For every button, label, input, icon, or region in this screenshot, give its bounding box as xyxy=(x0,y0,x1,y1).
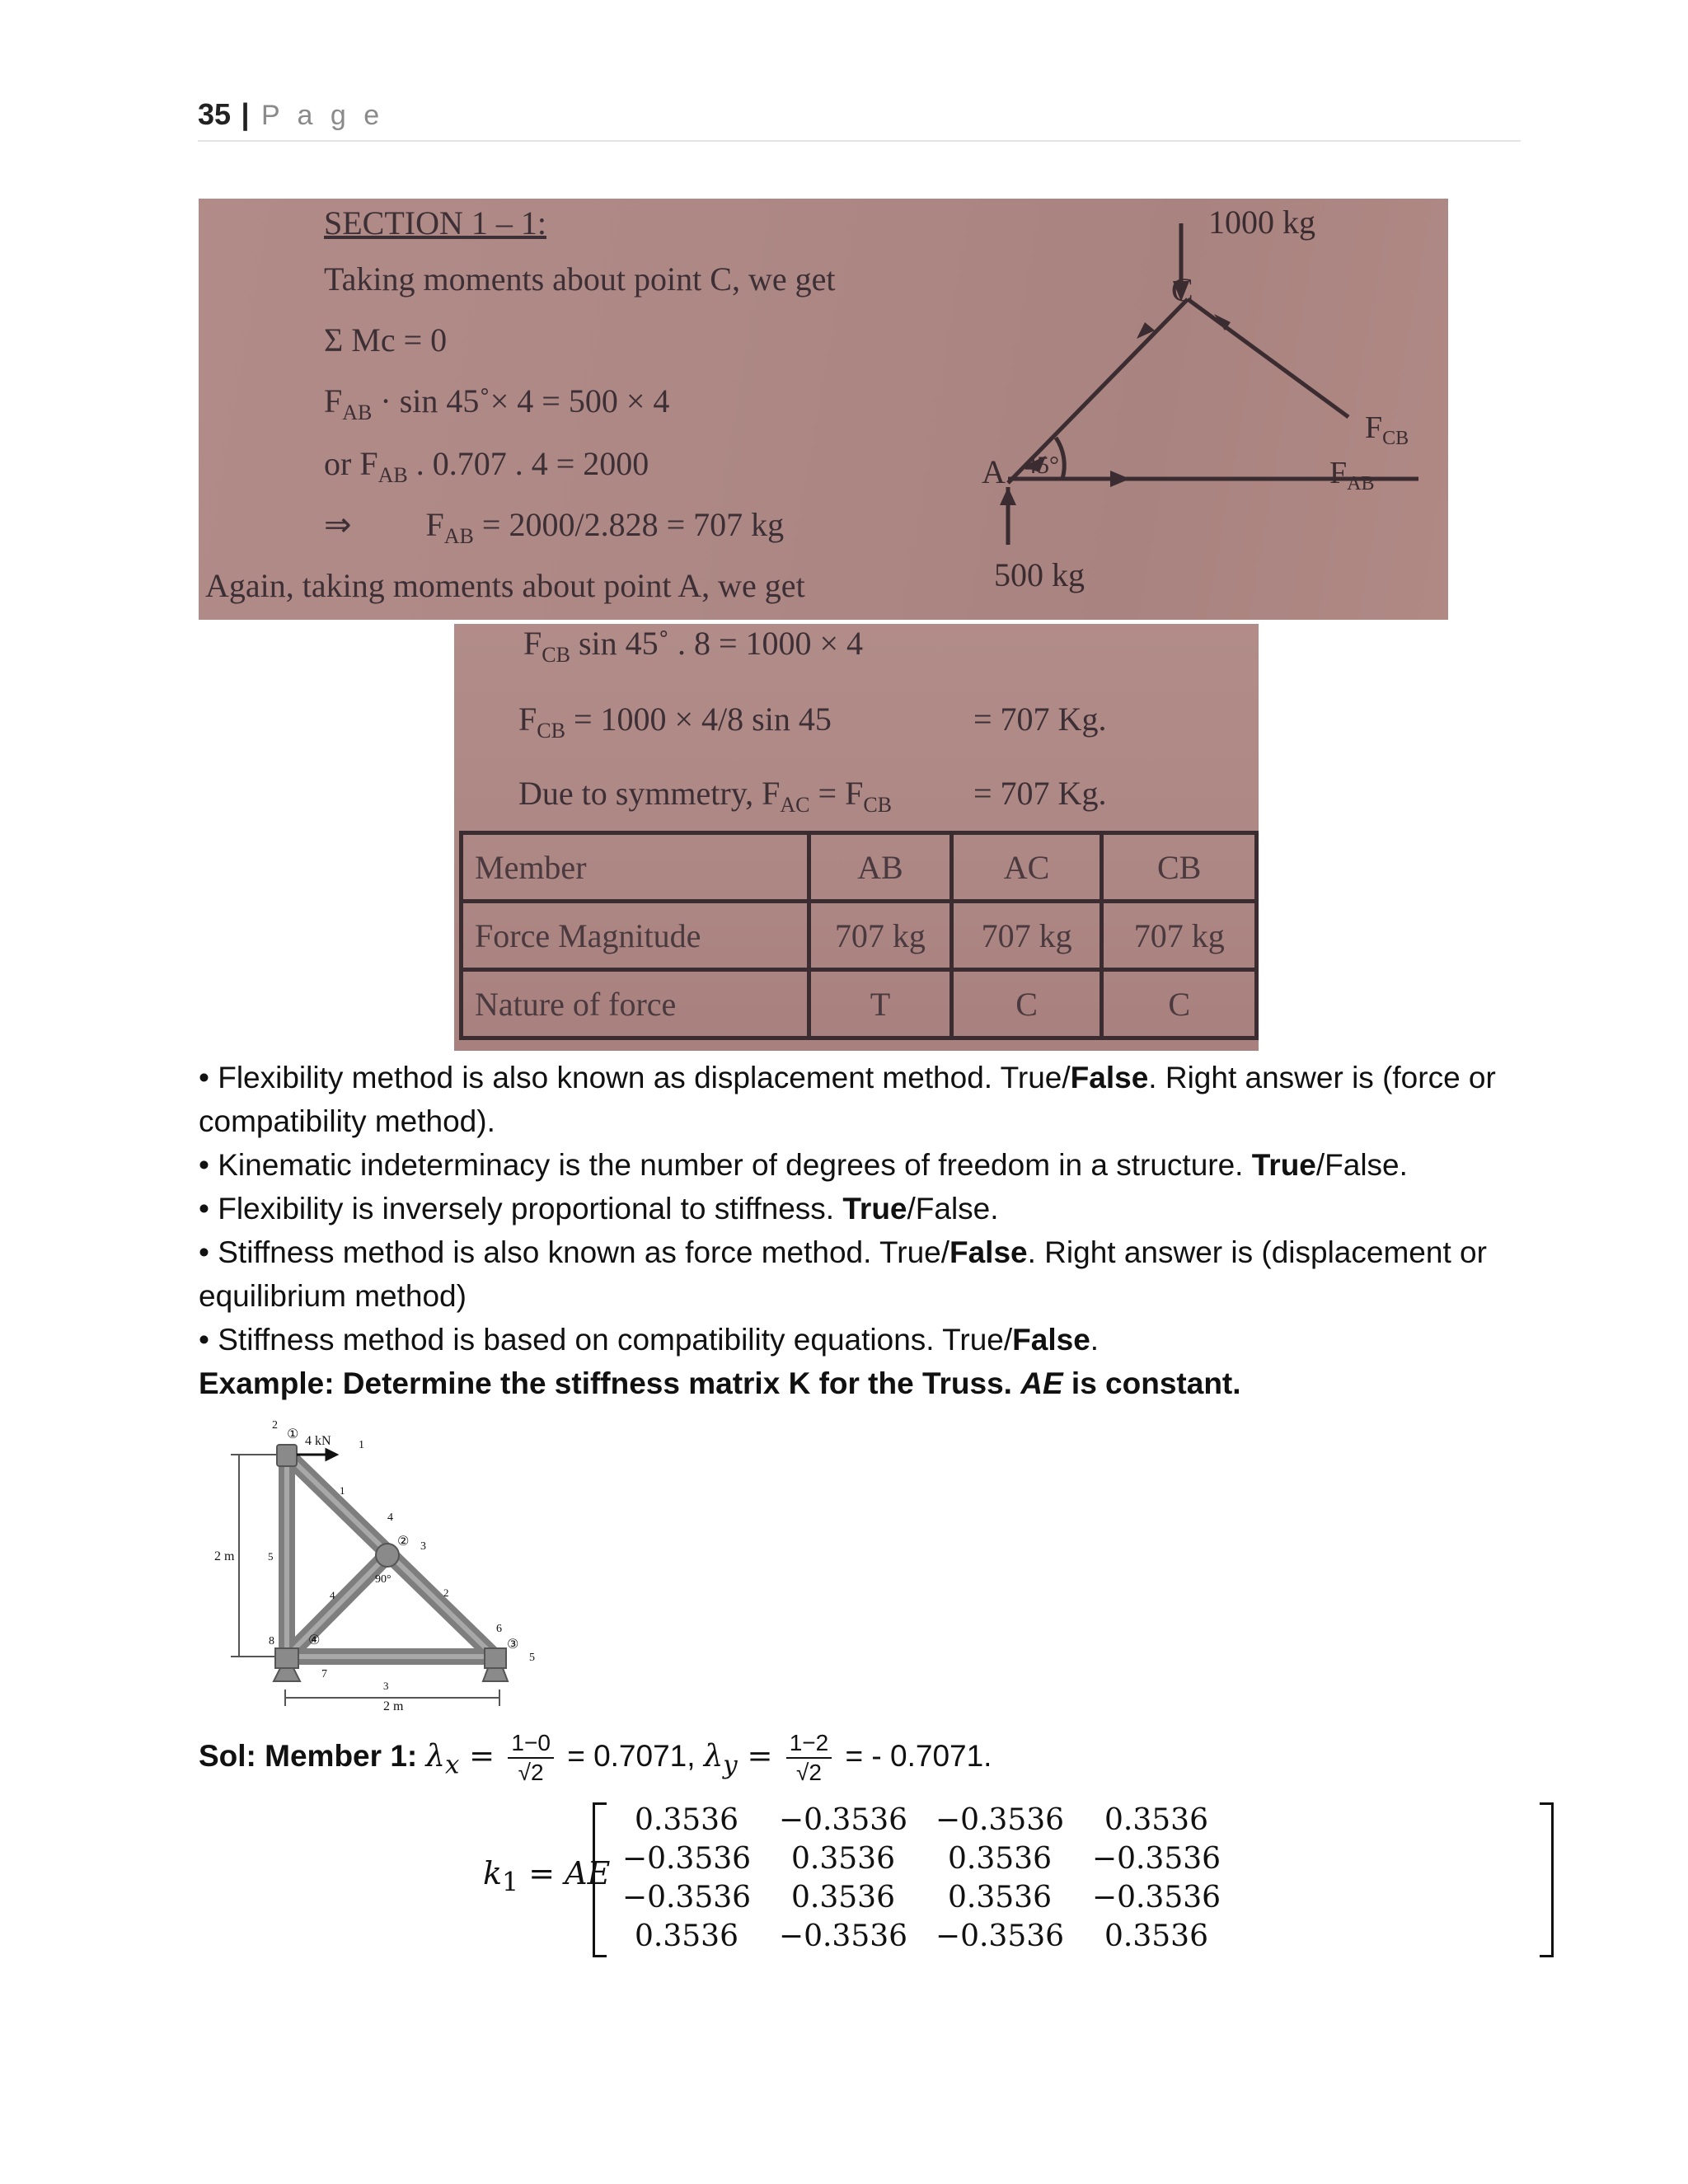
dim-horizontal-label: 2 m xyxy=(383,1699,404,1713)
page-word: P a g e xyxy=(261,100,385,131)
dof-label: 3 xyxy=(420,1540,426,1553)
table-header: CB xyxy=(1102,833,1257,902)
table-cell: Force Magnitude xyxy=(462,902,809,970)
bullet-list xyxy=(199,1056,1517,1405)
solution-line: Sol: Member 1: $\lambda_x$ = $\frac{1-0}{√2}$ = 0.7071, $\lambda_y$ = $\frac{1-2}{√2}$ = - 0.7071. xyxy=(199,1730,992,1785)
right-bracket xyxy=(1540,1802,1554,1957)
node-label: ② xyxy=(397,1533,410,1549)
f-cb-label: $F_{CB}$ xyxy=(1365,410,1409,449)
table-cell: 707 kg xyxy=(1102,902,1257,970)
matrix-cell: 0.3536 xyxy=(791,1881,895,1915)
angle-label: 90° xyxy=(375,1573,392,1586)
example-heading: Example: Determine the stiffness matrix K for the Truss. AE is constant. xyxy=(199,1366,1241,1400)
node-label: ④ xyxy=(308,1632,321,1647)
equation-result: = 707 Kg. xyxy=(973,701,1107,738)
list-item: • Stiffness method is also known as force method. True/False. Right answer is (displacement or equilibrium method) xyxy=(199,1235,1487,1313)
list-item: • Stiffness method is based on compatibility equations. True/False. xyxy=(199,1323,1100,1357)
matrix-cell: −0.3536 xyxy=(621,1842,752,1876)
page-number: 35 xyxy=(198,97,232,131)
left-bracket xyxy=(593,1802,607,1957)
equation-result: = 707 Kg. xyxy=(973,775,1107,812)
fraction: $\frac{1-2}{√2}$ xyxy=(786,1729,832,1787)
matrix-cell: −0.3536 xyxy=(778,1919,908,1953)
matrix-cell: 0.3536 xyxy=(1104,1803,1208,1837)
dof-label: 2 xyxy=(272,1419,278,1432)
load-bottom-label: 500 kg xyxy=(994,556,1085,593)
table-row xyxy=(462,902,1257,970)
lambda-x: $\lambda_x$ = xyxy=(425,1737,495,1780)
equation-line: or $F_{AB}$ . 0.707 . 4 = 2000 xyxy=(324,445,649,487)
dof-label: 1 xyxy=(359,1439,364,1451)
table-header: AB xyxy=(809,833,952,902)
table-cell: C xyxy=(951,970,1102,1038)
table-header: Member xyxy=(462,833,809,902)
f-ab-label: $F_{AB}$ xyxy=(1329,456,1375,494)
member-label: 2 xyxy=(443,1586,449,1599)
equation-line: $F_{AB} \cdot \sin$ 45˚× 4 = 500 × 4 xyxy=(324,382,670,424)
member-label: 1 xyxy=(340,1484,345,1497)
matrix-cell: 0.3536 xyxy=(948,1842,1052,1876)
list-item: • Flexibility method is also known as displacement method. True/False. Right answer is (force or compatibility method). xyxy=(199,1061,1496,1138)
matrix-cell: 0.3536 xyxy=(791,1842,895,1876)
dof-label: 8 xyxy=(269,1635,274,1647)
matrix-cell: 0.3536 xyxy=(1104,1919,1208,1953)
table-cell: T xyxy=(809,970,952,1038)
node-a-label: A xyxy=(982,453,1006,490)
node-c-label: C xyxy=(1171,271,1193,308)
page-header xyxy=(198,97,1521,142)
table-header-row xyxy=(462,833,1257,902)
matrix-cell: 0.3536 xyxy=(948,1881,1052,1915)
matrix-cell: 0.3536 xyxy=(635,1803,738,1837)
equation-line: ⇒ $F_{AB} = 2000/2.828 = 707$ kg xyxy=(324,506,785,548)
force-diagram xyxy=(940,199,1448,620)
matrix-grid xyxy=(608,1801,1235,1956)
text-line: Σ Mc = 0 xyxy=(324,321,448,359)
member-label: 3 xyxy=(383,1680,389,1692)
matrix-cell: −0.3536 xyxy=(935,1919,1065,1953)
dof-label: 4 xyxy=(387,1511,393,1524)
text-line: Again, taking moments about point A, we get xyxy=(205,567,805,604)
load-top-label: 1000 kg xyxy=(1208,204,1315,241)
matrix-cell: 0.3536 xyxy=(635,1919,738,1953)
dim-vertical-label: 2 m xyxy=(214,1549,235,1563)
photo-section-1-1 xyxy=(199,199,1448,620)
matrix-cell: −0.3536 xyxy=(1091,1842,1221,1876)
matrix-cell: −0.3536 xyxy=(621,1881,752,1915)
truss-figure xyxy=(214,1413,544,1722)
table-cell: 707 kg xyxy=(951,902,1102,970)
node-label: ① xyxy=(287,1426,299,1441)
matrix-cell: −0.3536 xyxy=(1091,1881,1221,1915)
load-label: 4 kN xyxy=(305,1434,331,1448)
text-line: Taking moments about point C, we get xyxy=(324,260,836,298)
equation-line: $F_{CB} = 1000 \times 4/8$ sin 45 xyxy=(518,701,832,743)
list-item: • Kinematic indeterminacy is the number of degrees of freedom in a structure. True/False. xyxy=(199,1148,1408,1182)
lambda-y: $\lambda_y$ = xyxy=(703,1737,773,1780)
solution-label: Sol: Member 1 xyxy=(199,1738,407,1773)
table-header: AC xyxy=(951,833,1102,902)
equation-line: Due to symmetry, $F_{AC} = F_{CB}$ xyxy=(518,775,893,817)
section-title: SECTION 1 – 1: xyxy=(324,204,546,241)
table-cell: 707 kg xyxy=(809,902,952,970)
dof-label: 6 xyxy=(496,1623,502,1635)
table-row xyxy=(462,970,1257,1038)
node-label: ③ xyxy=(507,1636,519,1652)
equation-line: $F_{CB}$ sin 45˚ . 8 = 1000 × 4 xyxy=(523,625,864,667)
list-item: • Flexibility is inversely proportional to stiffness. True/False. xyxy=(199,1192,999,1226)
table-cell: C xyxy=(1102,970,1257,1038)
matrix-cell: −0.3536 xyxy=(778,1803,908,1837)
photo-continuation xyxy=(454,624,1259,1051)
value-text: = 0.7071, xyxy=(567,1738,696,1773)
matrix-cell: −0.3536 xyxy=(935,1803,1065,1837)
member-label: 5 xyxy=(268,1550,274,1563)
member-label: 4 xyxy=(330,1589,335,1601)
angle-label: 45° xyxy=(1025,452,1059,479)
dof-label: 7 xyxy=(321,1668,327,1680)
fraction: $\frac{1-0}{√2}$ xyxy=(508,1729,554,1787)
dof-label: 5 xyxy=(529,1652,535,1664)
table-cell: Nature of force xyxy=(462,970,809,1038)
value-text: = - 0.7071. xyxy=(845,1738,992,1773)
header-separator: | xyxy=(241,97,250,131)
matrix-label: $k_1$ = AE xyxy=(483,1855,611,1898)
force-table xyxy=(459,831,1259,1040)
